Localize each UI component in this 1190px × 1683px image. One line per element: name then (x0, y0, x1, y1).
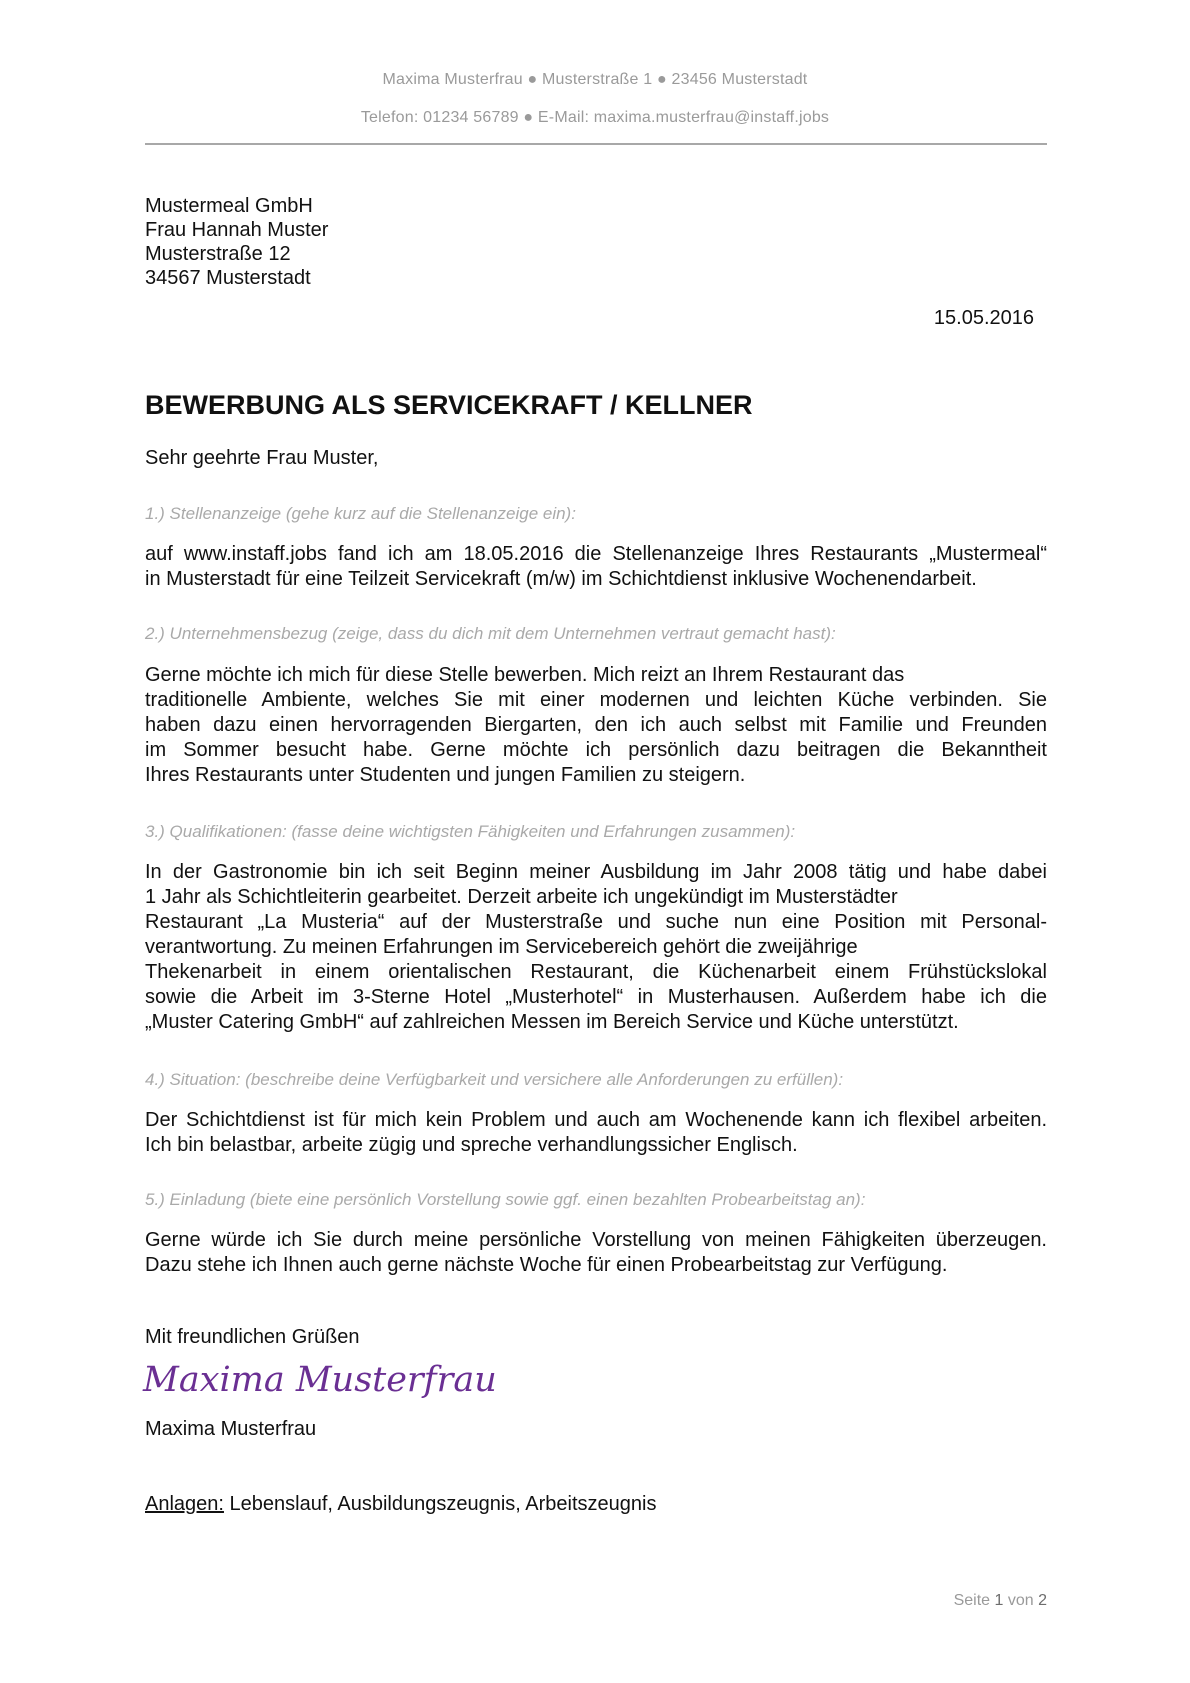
paragraph-line: In der Gastronomie bin ich seit Beginn meiner Ausbildung im Jahr 2008 tätig und habe dabei (145, 861, 1047, 883)
paragraph-line: Thekenarbeit in einem orientalischen Restaurant, die Küchenarbeit einem Frühstückslokal (145, 961, 1047, 983)
attachments-label: Anlagen: (145, 1493, 224, 1515)
section-hint: 1.) Stellenanzeige (gehe kurz auf die Stellenanzeige ein): (145, 504, 576, 523)
paragraph-line: verantwortung. Zu meinen Erfahrungen im Servicebereich gehört die zweijährige (145, 936, 858, 958)
paragraph-line: Restaurant „La Musteria“ auf der Musterstraße und suche nun eine Position mit Personal- (145, 911, 1047, 933)
closing-phrase: Mit freundlichen Grüßen (145, 1326, 360, 1348)
handwritten-signature: Maxima Musterfrau (143, 1360, 497, 1400)
letter-date: 15.05.2016 (933, 307, 1034, 329)
subject-line: BEWERBUNG ALS SERVICEKRAFT / KELLNER (145, 390, 753, 420)
recipient-company: Mustermeal GmbH (145, 195, 313, 217)
paragraph-line: haben dazu einen hervorragenden Biergarten, den ich auch selbst mit Familie und Freunden (145, 714, 1047, 736)
section-hint: 4.) Situation: (beschreibe deine Verfügbarkeit und versichere alle Anforderungen zu erfüllen): (145, 1070, 844, 1089)
paragraph-line: „Muster Catering GmbH“ auf zahlreichen Messen im Bereich Service und Küche unterstützt. (145, 1011, 959, 1033)
sender-contact-line: Telefon: 01234 56789 ● E-Mail: maxima.musterfrau@instaff.jobs (360, 109, 830, 126)
paragraph-line: im Sommer besucht habe. Gerne möchte ich persönlich dazu beitragen die Bekanntheit (145, 739, 1047, 761)
paragraph-line: 1 Jahr als Schichtleiterin gearbeitet. Derzeit arbeite ich ungekündigt im Musterstädter (145, 886, 898, 908)
sender-address-line: Maxima Musterfrau ● Musterstraße 1 ● 23456 Musterstadt (382, 71, 808, 88)
paragraph-line: Dazu stehe ich Ihnen auch gerne nächste Woche für einen Probearbeitstag zur Verfügung. (145, 1254, 948, 1276)
paragraph-line: in Musterstadt für eine Teilzeit Servicekraft (m/w) im Schichtdienst inklusive Wochenendarbeit. (145, 568, 977, 590)
paragraph-line: sowie die Arbeit im 3-Sterne Hotel „Musterhotel“ in Musterhausen. Außerdem habe ich die (145, 986, 1047, 1008)
current-page: 1 (994, 1592, 1004, 1609)
section-paragraph (145, 860, 1047, 1035)
paragraph-line: Ich bin belastbar, arbeite zügig und spreche verhandlungssicher Englisch. (145, 1134, 798, 1156)
attachments-line (145, 1493, 657, 1516)
section-hint: 3.) Qualifikationen: (fasse deine wichtigsten Fähigkeiten und Erfahrungen zusammen): (145, 822, 796, 841)
page-number (850, 1592, 1047, 1610)
signature-name: Maxima Musterfrau (145, 1418, 317, 1440)
attachments-list: Lebenslauf, Ausbildungszeugnis, Arbeitszeugnis (223, 1493, 657, 1515)
paragraph-line: Gerne möchte ich mich für diese Stelle bewerben. Mich reizt an Ihrem Restaurant das (145, 664, 905, 686)
paragraph-line: auf www.instaff.jobs fand ich am 18.05.2016 die Stellenanzeige Ihres Restaurants „Mustermeal“ (145, 543, 1047, 565)
section-paragraph (145, 542, 1047, 592)
header-divider (145, 143, 1047, 145)
section-paragraph (145, 1108, 1047, 1158)
paragraph-line: Der Schichtdienst ist für mich kein Problem und auch am Wochenende kann ich flexibel arbeiten. (145, 1109, 1047, 1131)
paragraph-line: Gerne würde ich Sie durch meine persönliche Vorstellung von meinen Fähigkeiten überzeugen. (145, 1229, 1047, 1251)
recipient-address (145, 194, 328, 290)
paragraph-line: Ihres Restaurants unter Studenten und jungen Familien zu steigern. (145, 764, 746, 786)
section-paragraph (145, 663, 1047, 788)
paragraph-line: traditionelle Ambiente, welches Sie mit einer modernen und leichten Küche verbinden. Sie (145, 689, 1047, 711)
recipient-city: 34567 Musterstadt (145, 267, 311, 289)
section-paragraph (145, 1228, 1047, 1278)
page-seite-label: Seite (953, 1592, 995, 1609)
recipient-street: Musterstraße 12 (145, 243, 291, 265)
salutation: Sehr geehrte Frau Muster, (145, 447, 379, 469)
recipient-name: Frau Hannah Muster (145, 219, 329, 241)
section-hint: 2.) Unternehmensbezug (zeige, dass du dich mit dem Unternehmen vertraut gemacht hast): (145, 624, 836, 643)
section-hint: 5.) Einladung (biete eine persönlich Vorstellung sowie ggf. einen bezahlten Probearbeitstag an): (145, 1190, 866, 1209)
page-von-label: von (1003, 1592, 1039, 1609)
total-pages: 2 (1038, 1592, 1047, 1609)
